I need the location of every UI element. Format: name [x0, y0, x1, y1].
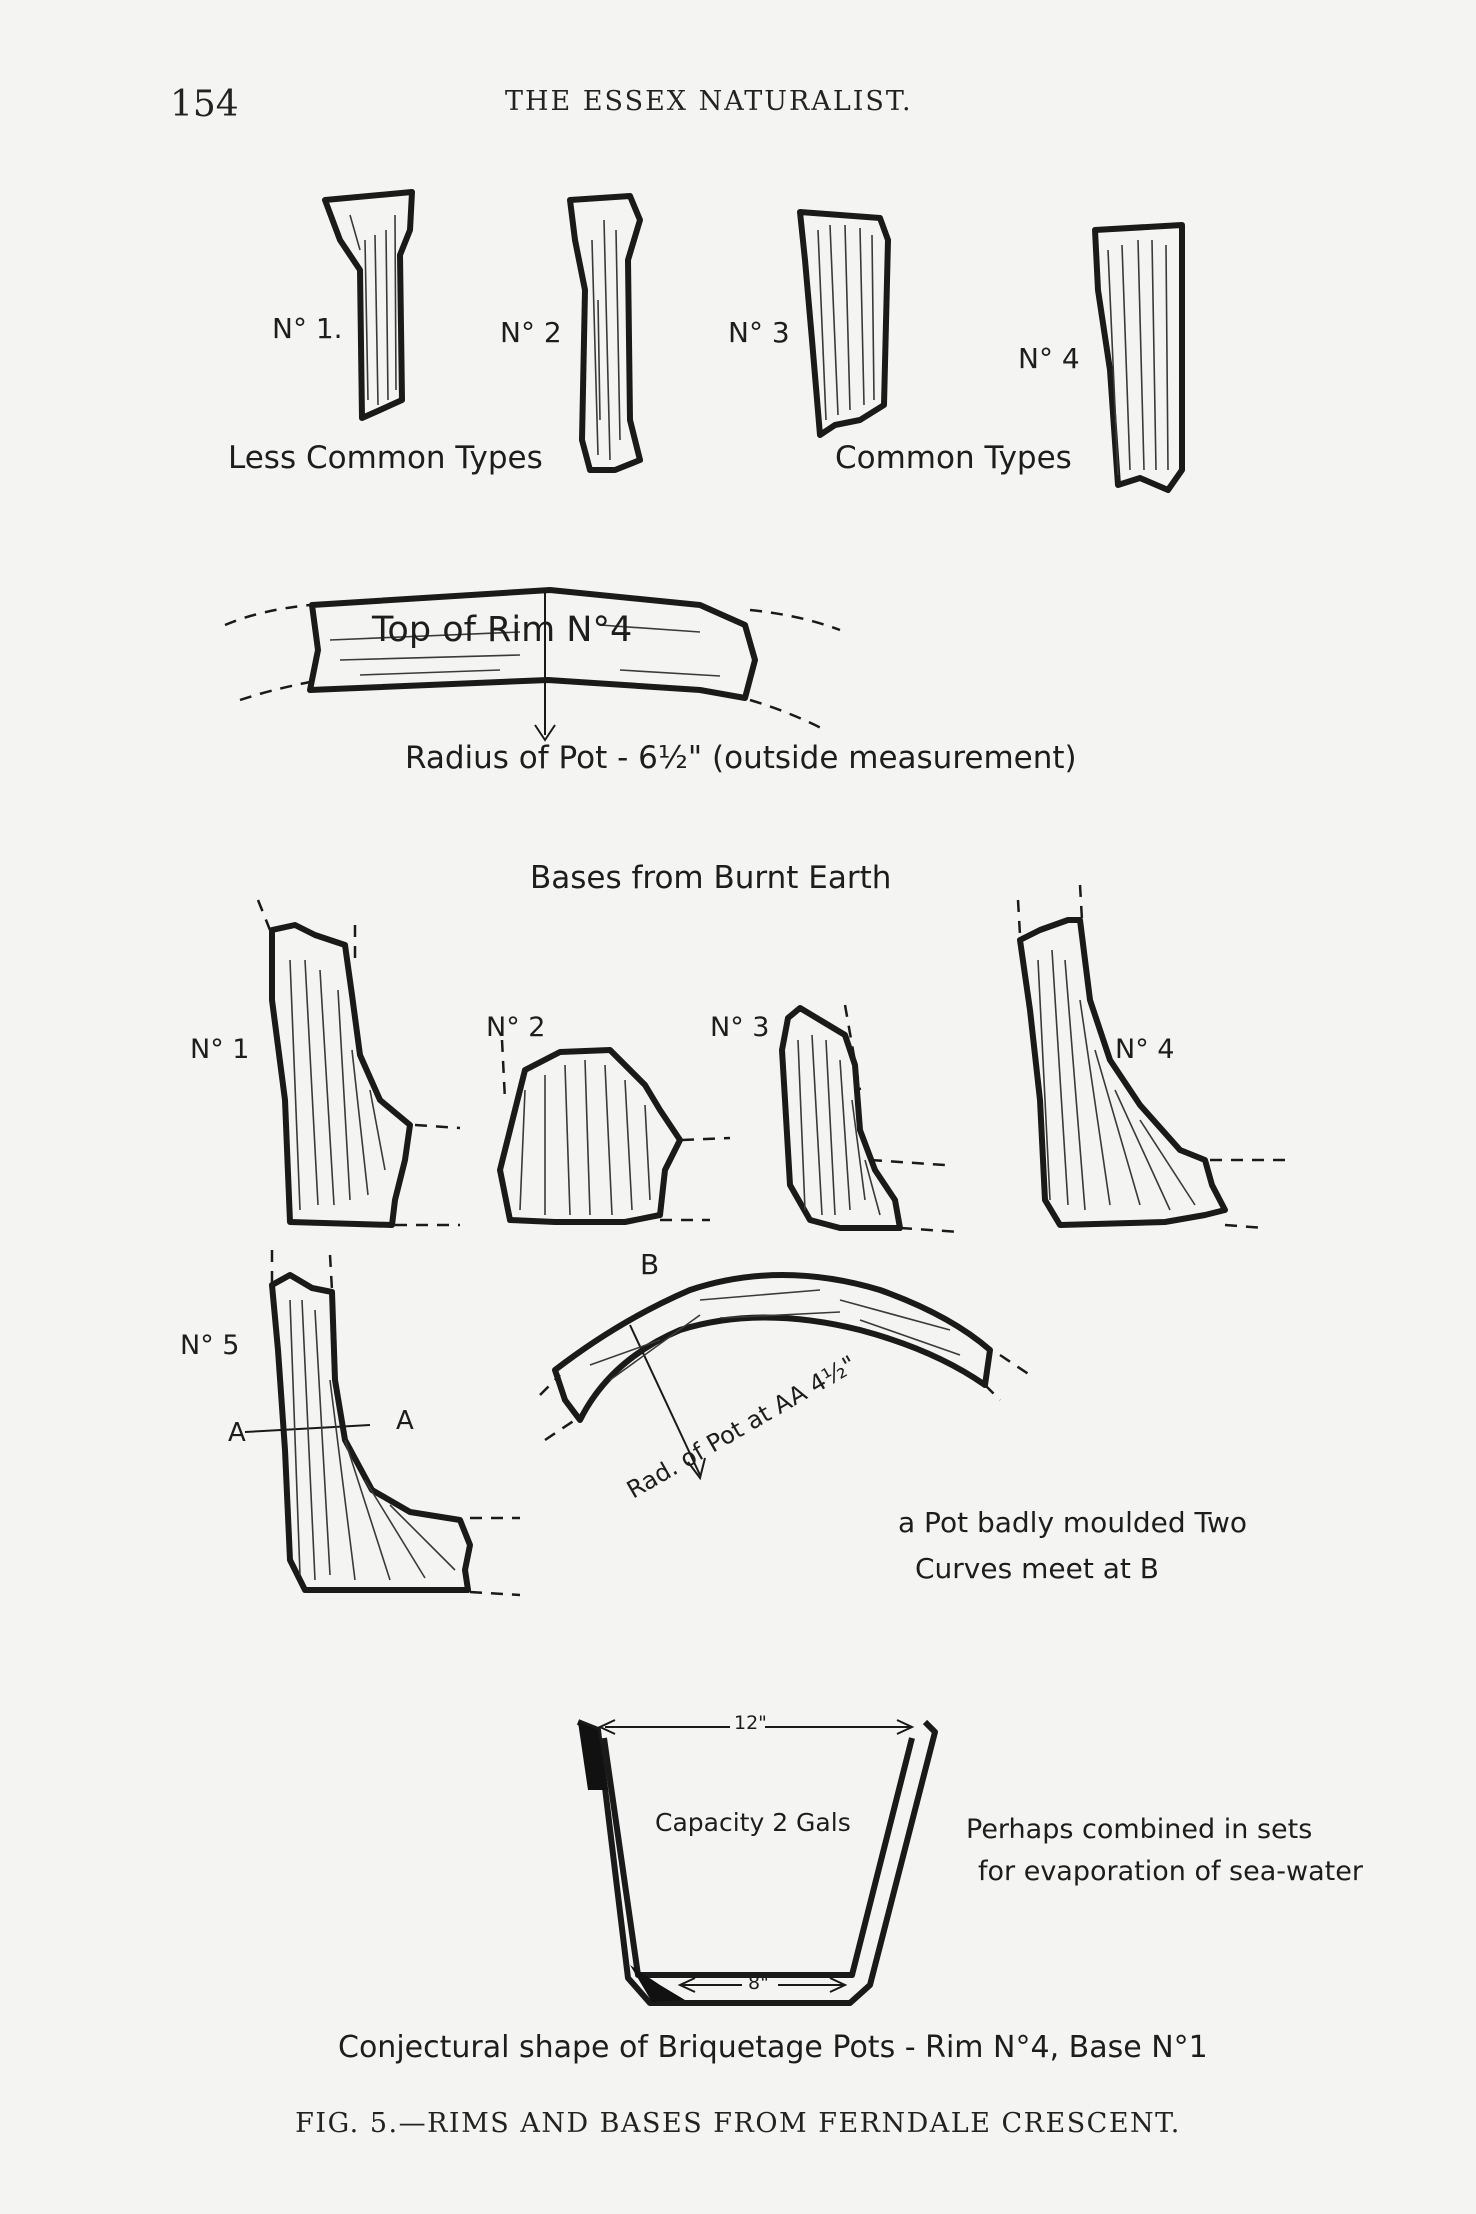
base-label-1: N° 1 [190, 1034, 250, 1065]
curve-point-b-label: B [640, 1248, 660, 1281]
rim-4-sketch [1095, 225, 1182, 490]
pot-outline [578, 1720, 935, 2003]
common-types-label: Common Types [835, 440, 1072, 476]
base-label-5: N° 5 [180, 1330, 240, 1361]
section-label-a-left: A [228, 1418, 246, 1448]
base-label-3: N° 3 [710, 1012, 770, 1043]
base-2-sketch [500, 1040, 730, 1222]
radius-aa-label: Rad. of Pot at AA 4½" [622, 1350, 862, 1505]
page-number: 154 [170, 84, 239, 125]
curved-base-sketch [540, 1275, 1030, 1478]
rim-label-4: N° 4 [1018, 342, 1080, 375]
rim-1-sketch [325, 192, 412, 418]
base-3-sketch [782, 1005, 960, 1232]
base-label-2: N° 2 [486, 1012, 546, 1043]
pot-top-width-label: 12" [734, 1712, 767, 1734]
pot-note-1: Perhaps combined in sets [966, 1814, 1313, 1845]
pot-bottom-width-label: 8" [748, 1972, 769, 1994]
less-common-types-label: Less Common Types [228, 440, 543, 476]
pot-shape-caption: Conjectural shape of Briquetage Pots - Rim N°4, Base N°1 [338, 2030, 1208, 2065]
running-title: THE ESSEX NATURALIST. [505, 86, 913, 117]
radius-of-pot-label: Radius of Pot - 6½" (outside measurement) [405, 740, 1077, 776]
rim-2-sketch [570, 196, 640, 470]
rim-label-3: N° 3 [728, 316, 790, 349]
base-1-sketch [258, 900, 460, 1225]
section-label-a-right: A [396, 1406, 414, 1436]
base-5-sketch [245, 1250, 520, 1595]
bases-title: Bases from Burnt Earth [530, 860, 892, 896]
badly-moulded-note-1: a Pot badly moulded Two [898, 1506, 1248, 1539]
rim-label-1: N° 1. [272, 312, 343, 345]
rim-label-2: N° 2 [500, 316, 562, 349]
badly-moulded-note-2: Curves meet at B [915, 1552, 1159, 1585]
rim-3-sketch [800, 212, 888, 435]
pot-note-2: for evaporation of sea-water [978, 1856, 1363, 1887]
top-of-rim-label: Top of Rim N°4 [372, 610, 633, 650]
base-label-4: N° 4 [1115, 1034, 1175, 1065]
figure-caption: FIG. 5.—RIMS AND BASES FROM FERNDALE CRESCENT. [295, 2108, 1181, 2139]
pot-capacity-label: Capacity 2 Gals [655, 1808, 851, 1837]
